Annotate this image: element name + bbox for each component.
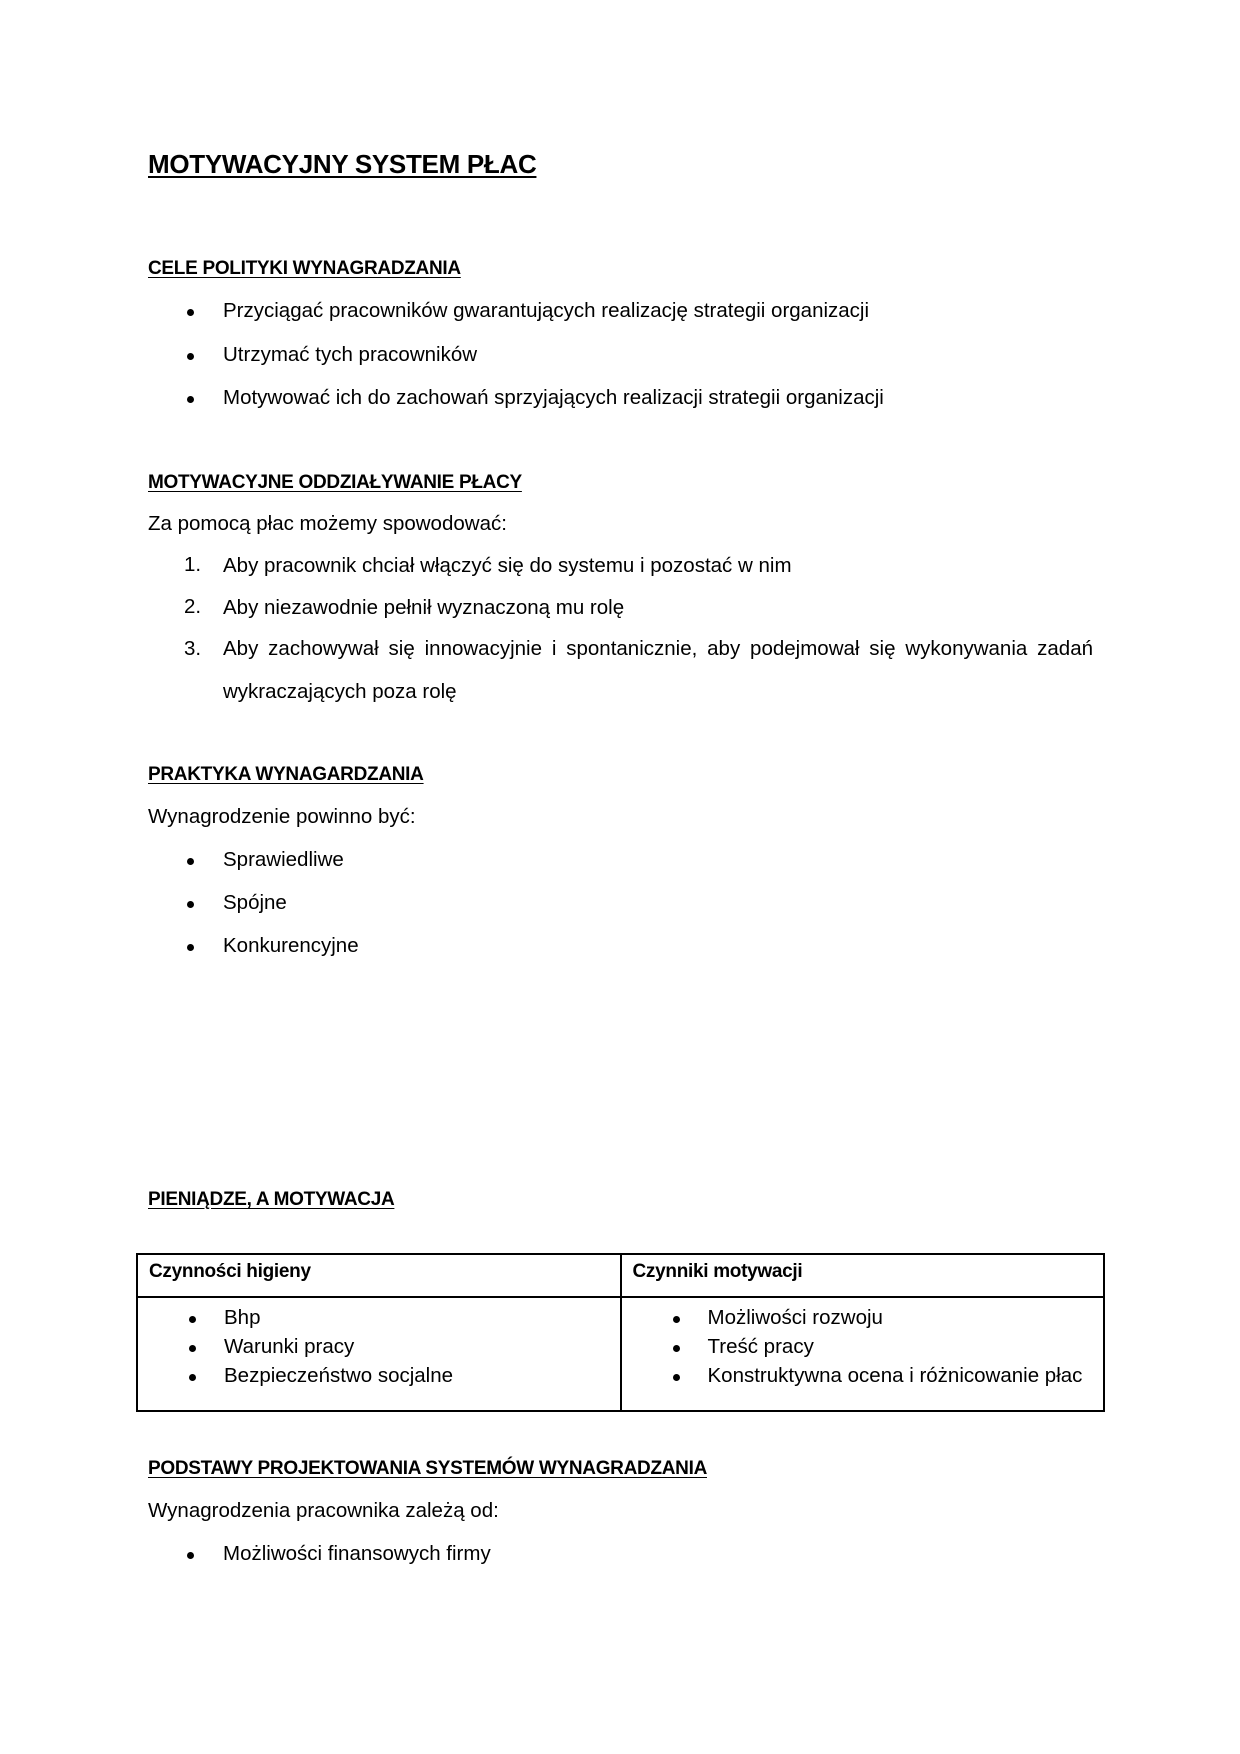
- list-item: Spójne: [223, 891, 287, 914]
- list-item: [138, 1306, 453, 1335]
- bullet-icon: [187, 396, 194, 403]
- list-item-label: Bezpieczeństwo socjalne: [224, 1364, 454, 1387]
- list-item: Utrzymać tych pracowników: [223, 343, 478, 366]
- list-item: Sprawiedliwe: [223, 848, 344, 871]
- bullet-icon: [187, 944, 194, 951]
- list-number: 3.: [184, 637, 202, 660]
- table-cell-hygiene: [137, 1297, 621, 1411]
- numbered-item: Aby pracownik chciał włączyć się do systemu i pozostać w nim: [223, 554, 792, 577]
- bullet-icon: [187, 858, 194, 865]
- list-number: 1.: [184, 553, 202, 576]
- bullet-icon: [189, 1374, 196, 1381]
- bullet-icon: [189, 1345, 196, 1352]
- table-header-row: [137, 1254, 1104, 1297]
- bullet-icon: [187, 309, 194, 316]
- bullet-icon: [187, 353, 194, 360]
- list-item: [622, 1364, 1083, 1393]
- document-title: MOTYWACYJNY SYSTEM PŁAC: [148, 149, 537, 179]
- bullet-icon: [187, 901, 194, 908]
- bullet-icon: [673, 1374, 680, 1381]
- list-item: Motywować ich do zachowań sprzyjających realizacji strategii organizacji: [223, 386, 884, 409]
- table-cell-motivation: [621, 1297, 1105, 1411]
- section-intro: Wynagrodzenie powinno być:: [148, 805, 416, 828]
- numbered-item-continuation: wykraczających poza rolę: [223, 680, 457, 703]
- section-heading-cele: CELE POLITYKI WYNAGRADZANIA: [148, 258, 461, 279]
- bullet-icon: [189, 1316, 196, 1323]
- list-item-label: Treść pracy: [707, 1335, 814, 1358]
- list-item: Możliwości finansowych firmy: [223, 1542, 491, 1565]
- bullet-icon: [187, 1552, 194, 1559]
- section-heading-pieniadze: PIENIĄDZE, A MOTYWACJA: [148, 1189, 395, 1210]
- table-header-hygiene: Czynności higieny: [137, 1254, 621, 1297]
- list-item-label: Możliwości rozwoju: [707, 1306, 883, 1329]
- list-item: Konkurencyjne: [223, 934, 359, 957]
- list-number: 2.: [184, 595, 202, 618]
- bullet-icon: [673, 1345, 680, 1352]
- section-intro: Za pomocą płac możemy spowodować:: [148, 512, 507, 535]
- table-row: [137, 1297, 1104, 1411]
- table-header-motivation: Czynniki motywacji: [621, 1254, 1105, 1297]
- motivation-list: [622, 1306, 1083, 1393]
- section-heading-praktyka: PRAKTYKA WYNAGARDZANIA: [148, 764, 424, 785]
- factors-table: [136, 1253, 1105, 1412]
- list-item-label: Warunki pracy: [224, 1335, 355, 1358]
- numbered-item: Aby niezawodnie pełnił wyznaczoną mu rolę: [223, 596, 625, 619]
- list-item: [138, 1364, 453, 1393]
- list-item: [622, 1306, 1083, 1335]
- hygiene-list: [138, 1306, 453, 1393]
- list-item: [138, 1335, 453, 1364]
- section-intro: Wynagrodzenia pracownika zależą od:: [148, 1499, 499, 1522]
- list-item: [622, 1335, 1083, 1364]
- list-item-label: Konstruktywna ocena i różnicowanie płac: [707, 1364, 1083, 1387]
- bullet-icon: [673, 1316, 680, 1323]
- section-heading-oddzialywanie: MOTYWACYJNE ODDZIAŁYWANIE PŁACY: [148, 472, 522, 493]
- list-item-label: Bhp: [224, 1306, 261, 1329]
- section-heading-podstawy: PODSTAWY PROJEKTOWANIA SYSTEMÓW WYNAGRADZANIA: [148, 1458, 707, 1479]
- list-item: Przyciągać pracowników gwarantujących realizację strategii organizacji: [223, 299, 870, 322]
- numbered-item: Aby zachowywał się innowacyjnie i spontanicznie, aby podejmował się wykonywania zadań: [223, 637, 1093, 660]
